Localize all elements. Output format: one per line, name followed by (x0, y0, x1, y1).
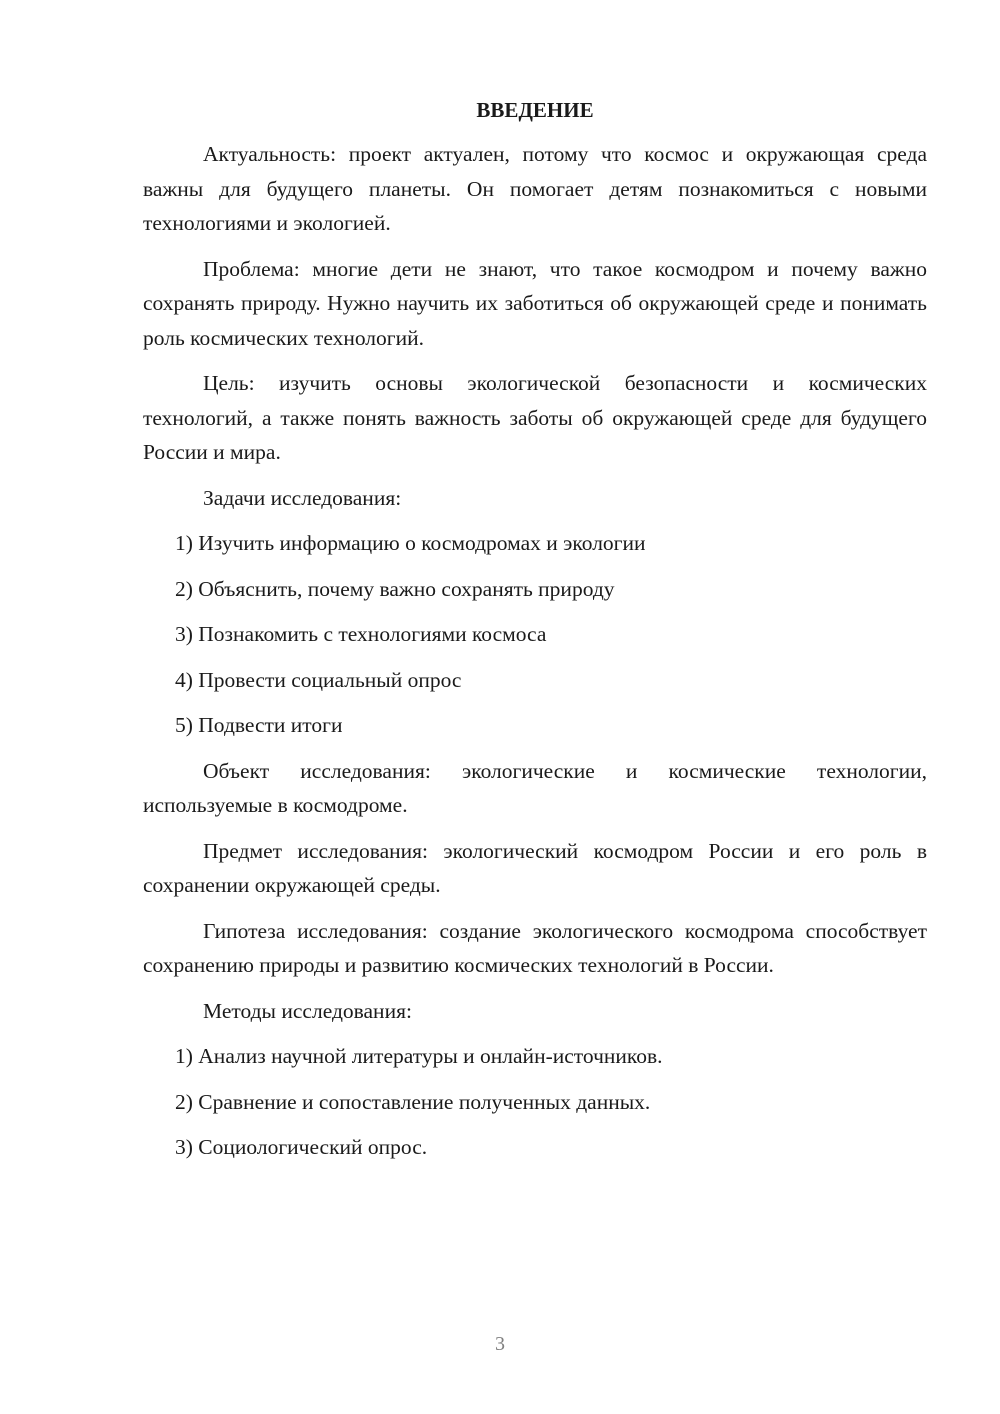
method-item: 2) Сравнение и сопоставление полученных данных. (175, 1089, 651, 1114)
task-item: 2) Объяснить, почему важно сохранять природу (175, 576, 615, 601)
page-number: 3 (495, 1333, 505, 1355)
tasks-list (143, 526, 927, 743)
page-content (143, 95, 927, 1176)
subject-paragraph: Предмет исследования: экологический космодром России и его роль в сохранении окружающей среды. (143, 838, 927, 897)
task-item: 1) Изучить информацию о космодромах и экологии (175, 531, 646, 555)
hypothesis-paragraph: Гипотеза исследования: создание экологического космодрома способствует сохранению природы и развитию космических технологий в России. (143, 918, 927, 977)
method-item: 3) Социологический опрос. (175, 1135, 428, 1159)
methods-heading: Методы исследования: (203, 998, 412, 1023)
task-item: 5) Подвести итоги (175, 713, 343, 737)
problem-paragraph: Проблема: многие дети не знают, что такое космодром и почему важно сохранять природу. Нужно научить их заботиться об окружающей среде и понимать роль космических технологий. (143, 256, 927, 350)
page-title: ВВЕДЕНИЕ (476, 98, 594, 122)
task-item: 3) Познакомить с технологиями космоса (175, 622, 547, 646)
object-paragraph: Объект исследования: экологические и космические технологии, используемые в космодроме. (143, 758, 927, 817)
task-item: 4) Провести социальный опрос (175, 667, 462, 692)
goal-paragraph: Цель: изучить основы экологической безопасности и космических технологий, а также понять важность заботы об окружающей среде для будущего России и мира. (143, 371, 927, 464)
methods-list (143, 1039, 927, 1165)
relevance-paragraph: Актуальность: проект актуален, потому что космос и окружающая среда важны для будущего планеты. Он помогает детям познакомиться с новыми технологиями и экологией. (143, 142, 927, 235)
method-item: 1) Анализ научной литературы и онлайн-источников. (175, 1044, 663, 1068)
tasks-heading: Задачи исследования: (203, 485, 402, 510)
